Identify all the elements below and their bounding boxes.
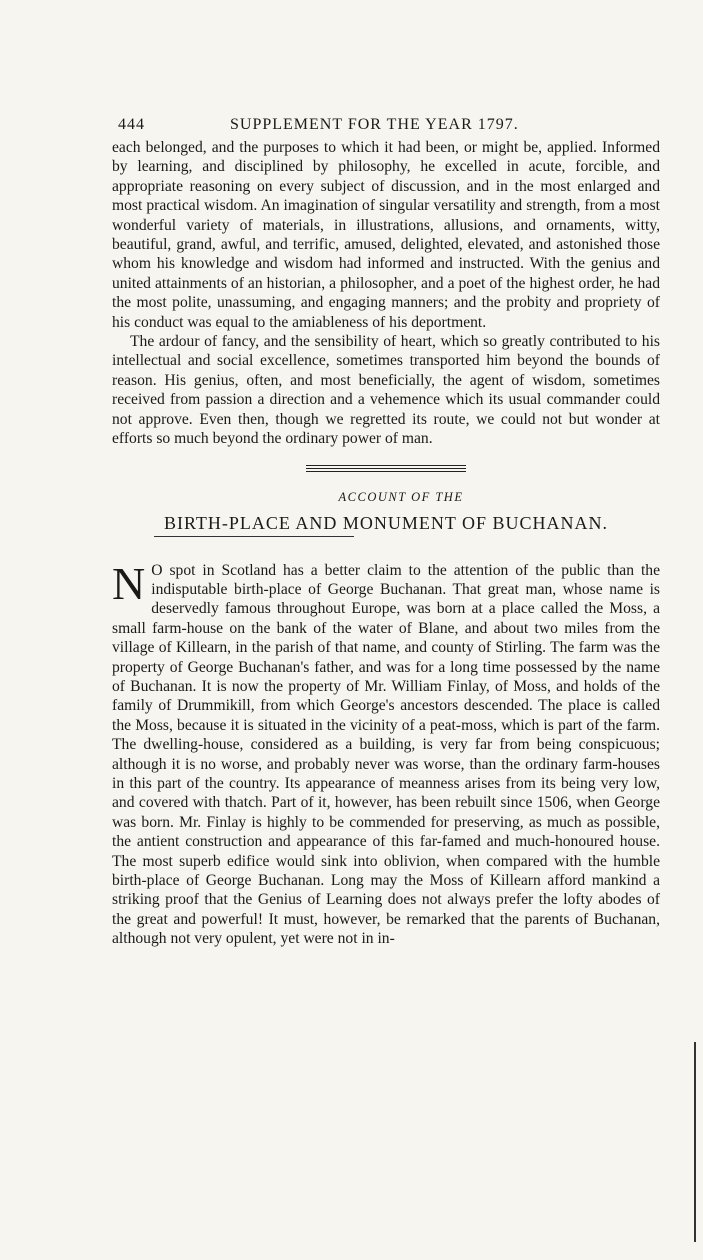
book-page bbox=[112, 108, 660, 949]
drop-cap: N bbox=[112, 557, 146, 609]
page-number: 444 bbox=[118, 116, 145, 133]
continued-paragraph: each belonged, and the purposes to which it had been, or might be, applied. Informed by learning, and disciplined by philosophy, he excelled in acute, forcible, and appropriate reasoning on every subject of discussion, and in the most enlarged and most practical wisdom. An imagination of singular versatility and strength, from a most wonderful variety of materials, in illustrations, allusions, and ornaments, witty, beautiful, grand, awful, and terrific, amused, delighted, elevated, and astonished those whom his knowledge and wisdom had informed and instructed. With the genius and united attainments of an historian, a philosopher, and a poet of the highest order, he had the most polite, unassuming, and engaging manners; and the probity and propriety of his conduct was equal to the amiableness of his deportment. bbox=[112, 139, 660, 331]
paragraph-ardour: The ardour of fancy, and the sensibility of heart, which so greatly contributed to his intellectual and social excellence, sometimes transported him beyond the bounds of reason. His genius, often, and most beneficially, the agent of wisdom, sometimes received from passion a direction and a vehemence which its usual commander could not approve. Even then, though we regretted its route, we could not but wonder at efforts so much beyond the ordinary power of man. bbox=[112, 333, 660, 448]
page-edge-mark bbox=[694, 1042, 696, 1242]
article-title: BIRTH-PLACE AND MONUMENT OF BUCHANAN. bbox=[163, 512, 609, 533]
running-title: SUPPLEMENT FOR THE YEAR 1797. bbox=[230, 116, 519, 133]
section-divider bbox=[306, 465, 466, 472]
article-body bbox=[112, 557, 660, 949]
article-kicker: ACCOUNT OF THE bbox=[338, 489, 464, 504]
title-underline bbox=[154, 536, 354, 537]
running-head bbox=[112, 108, 660, 138]
article-paragraph: O spot in Scotland has a better claim to the attention of the public than the indisputable birth-place of George Buchanan. That great man, whose name is deservedly famous throughout Europe, was born at a place called the Moss, a small farm-house on the bank of the water of Blane, and about two miles from the village of Killearn, in the parish of that name, and county of Stirling. The farm was the property of George Buchanan's father, and was for a long time possessed by the name of Buchanan. It is now the property of Mr. William Finlay, of Moss, and holds of the family of Drummikill, from which George's ancestors descended. The place is called the Moss, because it is situated in the vicinity of a peat-moss, which is part of the farm. The dwelling-house, considered as a building, is very far from being conspicuous; although it is no worse, and probably never was worse, than the ordinary farm-houses in this part of the country. Its appearance of meanness arises from its being very low, and covered with thatch. Part of it, however, has been rebuilt since 1506, when George was born. Mr. Finlay is highly to be commended for preserving, as much as possible, the antient construction and appearance of this far-famed and much-honoured house. The most superb edifice would sink into oblivion, when compared with the humble birth-place of George Buchanan. Long may the Moss of Killearn afford mankind a striking proof that the Genius of Learning does not always prefer the lofty abodes of the great and powerful! It must, however, be remarked that the parents of Buchanan, although not very opulent, yet were not in in- bbox=[112, 561, 660, 948]
